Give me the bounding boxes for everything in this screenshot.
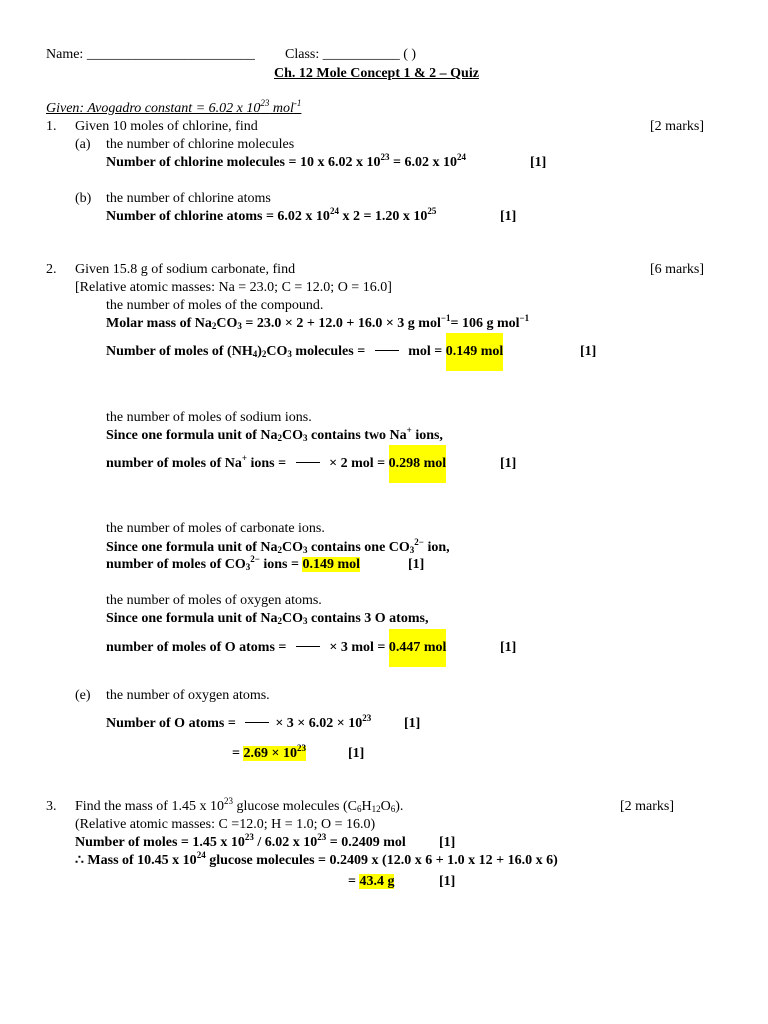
- q1b-text: the number of chlorine atoms: [106, 191, 271, 206]
- highlighted-answer: 0.149 mol: [446, 333, 504, 371]
- q2-moles-compound: Number of moles of $(NH_4)_2CO_3$ molecules = mol = 0.149 mol: [106, 333, 503, 371]
- q1a-label: (a): [75, 137, 91, 152]
- q1b-mark: [1]: [500, 209, 517, 224]
- fraction-bar: [375, 350, 399, 351]
- q2-part1-mark: [1]: [580, 344, 597, 359]
- given-avogadro: Given: Avogadro constant = 6.02 x $10^{23}$ mol$^{-1}$: [46, 98, 302, 116]
- q2e-label: (e): [75, 688, 91, 703]
- q3-mark: [1]: [439, 874, 456, 889]
- q3-number: 3.: [46, 799, 57, 814]
- q1b-answer: Number of chlorine atoms = 6.02 x $10^{24}$ x 2 = 1.20 x $10^{25}$: [106, 206, 437, 224]
- q2-number: 2.: [46, 262, 57, 277]
- q3-result: = 43.4 g: [348, 874, 395, 889]
- q2-relative-atomic-masses: [Relative atomic masses: Na = 23.0; C = 12.0; O = 16.0]: [75, 280, 392, 295]
- highlighted-answer: 0.298 mol: [389, 445, 447, 483]
- q2-part2-since: Since one formula unit of $Na_2CO_3$ contains two Na+ ions,: [106, 425, 443, 443]
- q3-moles-mark: [1]: [439, 835, 456, 850]
- class-field-label: Class: ___________ ( ): [285, 47, 417, 62]
- q2-part4-since: Since one formula unit of $Na_2CO_3$ contains 3 O atoms,: [106, 611, 429, 626]
- q1a-mark: [1]: [530, 155, 547, 170]
- highlighted-answer: $2.69 \times 10^{23}$: [243, 743, 306, 761]
- q2e-mark1: [1]: [404, 716, 421, 731]
- q1b-label: (b): [75, 191, 92, 206]
- q2-molar-mass: Molar mass of $Na_2CO_3 = 23.0 \times 2 + 12.0 + 16.0 \times 3$ g mol$^{-1}$= 106 g mol$^{-1}$: [106, 313, 530, 331]
- q2-part4-text: the number of moles of oxygen atoms.: [106, 593, 322, 608]
- q2-part2-mark: [1]: [500, 456, 517, 471]
- q3-mass-line: ∴ Mass of 10.45 x $10^{24}$ glucose molecules = 0.2409 x (12.0 x 6 + 1.0 x 12 + 16.0 x 6): [75, 850, 558, 868]
- q1a-text: the number of chlorine molecules: [106, 137, 295, 152]
- fraction-bar: [245, 722, 269, 723]
- q2-part3-since: Since one formula unit of $Na_2CO_3$ contains one $CO_3^{2-}$ ion,: [106, 537, 450, 555]
- q2-part2-text: the number of moles of sodium ions.: [106, 410, 312, 425]
- q2e-calc: Number of O atoms = × $3 \times 6.02 \times 10^{23}$: [106, 713, 372, 731]
- q2e-result: = $2.69 \times 10^{23}$: [232, 743, 306, 761]
- q2-part4-mark: [1]: [500, 640, 517, 655]
- q2-part2-calc: number of moles of Na+ ions = × 2 mol = 0.298 mol: [106, 445, 446, 483]
- q2-stem: Given 15.8 g of sodium carbonate, find: [75, 262, 296, 277]
- q2-part1-text: the number of moles of the compound.: [106, 298, 324, 313]
- fraction-bar: [296, 462, 320, 463]
- quiz-title: Ch. 12 Mole Concept 1 & 2 – Quiz: [274, 66, 479, 81]
- fraction-bar: [296, 646, 320, 647]
- highlighted-answer: 0.447 mol: [389, 629, 447, 667]
- q2-part4-calc: number of moles of O atoms = × 3 mol = 0.447 mol: [106, 629, 446, 667]
- q1-number: 1.: [46, 119, 57, 134]
- highlighted-answer: 43.4 g: [359, 874, 395, 889]
- q2e-text: the number of oxygen atoms.: [106, 688, 270, 703]
- q2-part3-calc: number of moles of $CO_3^{2-}$ ions = 0.149 mol: [106, 554, 361, 572]
- q2e-mark2: [1]: [348, 746, 365, 761]
- q2-part3-mark: [1]: [408, 557, 425, 572]
- q2-marks: [6 marks]: [650, 262, 705, 277]
- q2-part3-text: the number of moles of carbonate ions.: [106, 521, 325, 536]
- q3-stem: Find the mass of 1.45 x $10^{23}$ glucose molecules $(C_6H_{12}O_6)$.: [75, 796, 404, 814]
- q1-marks: [2 marks]: [650, 119, 705, 134]
- q1a-answer: Number of chlorine molecules = 10 x 6.02 x $10^{23} = 6.02$ x $10^{24}$: [106, 152, 466, 170]
- name-field-label: Name: ________________________: [46, 47, 255, 62]
- highlighted-answer: 0.149 mol: [302, 557, 361, 572]
- q3-number-of-moles: Number of moles = 1.45 x $10^{23} / 6.02$ x $10^{23} = 0.2409$ mol: [75, 832, 406, 850]
- q1-stem: Given 10 moles of chlorine, find: [75, 119, 258, 134]
- q3-marks: [2 marks]: [620, 799, 675, 814]
- q3-relative-atomic-masses: (Relative atomic masses: C =12.0; H = 1.0; O = 16.0): [75, 817, 376, 832]
